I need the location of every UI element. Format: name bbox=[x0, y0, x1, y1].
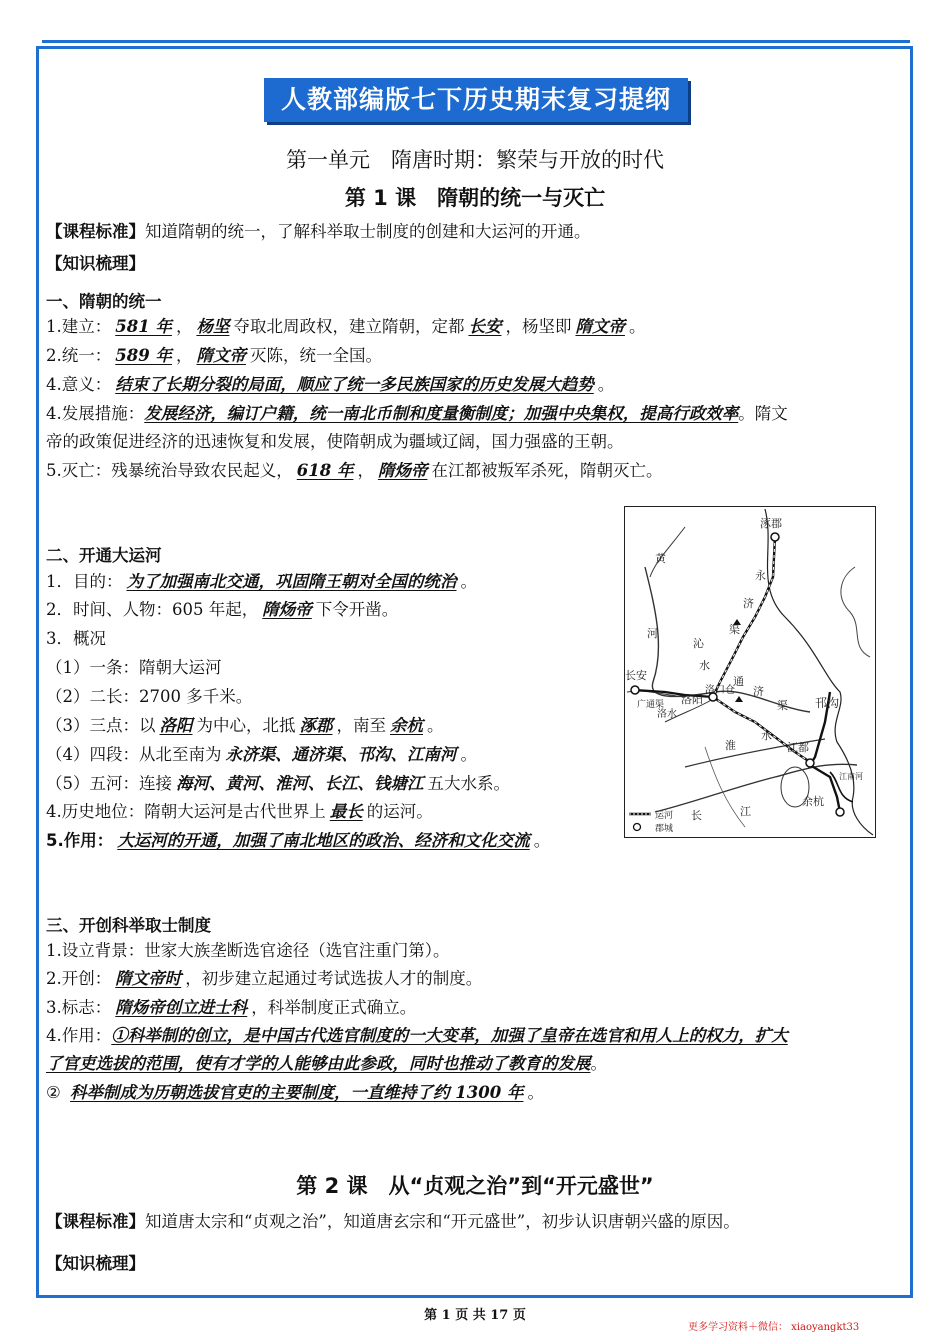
page-number: 第 1 页 共 17 页 bbox=[424, 1308, 526, 1323]
s3-line-3: 3.标志： 隋炀帝创立进士科 ，科举制度正式确立。 bbox=[46, 998, 417, 1017]
svg-text:长: 长 bbox=[691, 809, 702, 822]
s1-line-3: 4.意义： 结束了长期分裂的局面，顺应了统一多民族国家的历史发展大趋势 。 bbox=[46, 375, 615, 394]
s3-line-2: 2.开创： 隋文帝时 ，初步建立起通过考试选拔人才的制度。 bbox=[46, 969, 483, 988]
section-2-title: 二、开通大运河 bbox=[46, 546, 162, 565]
s2-line-8: （5）五河：连接 海河、黄河、淮河、长江、钱塘江 五大水系。 bbox=[46, 774, 510, 793]
svg-text:淮: 淮 bbox=[725, 739, 736, 752]
s3-line-4: 4.作用：①科举制的创立，是中国古代选官制度的一大变革，加强了皇帝在选官和用人上的权力，扩大 bbox=[46, 1026, 788, 1045]
svg-text:江: 江 bbox=[740, 805, 751, 818]
svg-text:沁: 沁 bbox=[693, 637, 704, 650]
svg-text:邗沟: 邗沟 bbox=[815, 696, 840, 710]
lesson-2-heading: 第 2 课 从“贞观之治”到“开元盛世” bbox=[296, 1174, 654, 1198]
svg-text:济: 济 bbox=[753, 685, 764, 698]
lesson-2-knowledge-tag: 【知识梳理】 bbox=[46, 1254, 145, 1273]
s2-line-5: （2）二长：2700 多千米。 bbox=[46, 687, 253, 706]
map-label-zhuojun: 涿郡 bbox=[760, 517, 782, 530]
svg-text:洛水: 洛水 bbox=[657, 709, 677, 720]
svg-text:济: 济 bbox=[743, 597, 754, 610]
svg-text:渠: 渠 bbox=[777, 699, 788, 712]
s2-line-6: （3）三点：以 洛阳 为中心，北抵 涿郡 ，南至 余杭 。 bbox=[46, 716, 444, 735]
grand-canal-map bbox=[624, 506, 876, 838]
standard-tag: 【课程标准】 bbox=[46, 222, 145, 241]
s2-line-1: 1．目的： 为了加强南北交通，巩固隋王朝对全国的统治 。 bbox=[46, 572, 477, 591]
s3-line-6: ② 科举制成为历朝选拔官吏的主要制度，一直维持了约 1300 年 。 bbox=[46, 1083, 544, 1102]
svg-text:河: 河 bbox=[647, 627, 658, 640]
svg-text:永: 永 bbox=[755, 569, 766, 582]
lesson-1-heading: 第 1 课 隋朝的统一与灭亡 bbox=[344, 186, 606, 210]
svg-text:水: 水 bbox=[699, 659, 710, 672]
knowledge-tag: 【知识梳理】 bbox=[46, 254, 145, 273]
svg-text:渠: 渠 bbox=[729, 623, 740, 636]
svg-text:运河: 运河 bbox=[655, 811, 674, 821]
section-1-title: 一、隋朝的统一 bbox=[46, 292, 162, 311]
section-3-title: 三、开创科举取士制度 bbox=[46, 916, 211, 935]
map-label-yuhang: 余杭 bbox=[802, 795, 824, 808]
map-label-changan: 长安 bbox=[625, 669, 647, 682]
s2-line-3: 3．概况 bbox=[46, 629, 106, 648]
svg-text:洛口仓: 洛口仓 bbox=[705, 685, 735, 696]
unit-heading: 第一单元 隋唐时期：繁荣与开放的时代 bbox=[286, 148, 664, 172]
s3-line-5: 了官吏选拔的范围，使有才学的人能够由此参政，同时也推动了教育的发展。 bbox=[46, 1054, 607, 1073]
map-label-jiangdu: 江都 bbox=[787, 741, 809, 754]
grand-canal-map-svg bbox=[625, 507, 875, 837]
promo-text: 更多学习资料＋微信： xiaoyangkt33 bbox=[688, 1322, 860, 1333]
s1-line-1: 1.建立： 581 年 ， 杨坚 夺取北周政权，建立隋朝，定都 长安 ，杨坚即 隋文帝 。 bbox=[46, 317, 646, 336]
svg-text:黄: 黄 bbox=[655, 552, 666, 565]
s2-line-7: （4）四段：从北至南为 永济渠、通济渠、邗沟、江南河 。 bbox=[46, 745, 477, 764]
s2-line-10: 5.作用： 大运河的开通，加强了南北地区的政治、经济和文化交流 。 bbox=[46, 831, 551, 850]
lesson-2-standard: 【课程标准】知道唐太宗和“贞观之治”，知道唐玄宗和“开元盛世”，初步认识唐朝兴盛的原因。 bbox=[46, 1212, 740, 1231]
map-label-luoyang: 洛阳 bbox=[681, 693, 703, 706]
svg-text:水: 水 bbox=[761, 729, 772, 742]
svg-text:广通渠: 广通渠 bbox=[637, 700, 665, 710]
s1-line-4: 4.发展措施：发展经济，编订户籍，统一南北币制和度量衡制度；加强中央集权，提高行政效率。隋文 bbox=[46, 404, 788, 423]
s1-line-5: 帝的政策促进经济的迅速恢复和发展，使隋朝成为疆域辽阔，国力强盛的王朝。 bbox=[46, 432, 624, 451]
standard-text: 知道隋朝的统一，了解科举取士制度的创建和大运河的开通。 bbox=[145, 222, 591, 241]
s3-line-1: 1.设立背景：世家大族垄断选官途径（选官注重门第）。 bbox=[46, 941, 450, 960]
s2-line-9: 4.历史地位：隋朝大运河是古代世界上 最长 的运河。 bbox=[46, 802, 433, 821]
svg-text:通: 通 bbox=[733, 675, 744, 688]
svg-text:江南河: 江南河 bbox=[839, 772, 863, 781]
s2-line-2: 2．时间、人物：605 年起， 隋炀帝 下令开凿。 bbox=[46, 600, 399, 619]
s1-line-2: 2.统一： 589 年 ， 隋文帝 灭陈，统一全国。 bbox=[46, 346, 382, 365]
lesson-1-standard bbox=[46, 221, 591, 243]
frame-top-rule bbox=[42, 40, 910, 43]
s1-line-6: 5.灭亡：残暴统治导致农民起义， 618 年 ， 隋炀帝 在江都被叛军杀死，隋朝灭亡。 bbox=[46, 461, 663, 480]
s2-line-4: （1）一条：隋朝大运河 bbox=[46, 658, 222, 677]
svg-text:郡城: 郡城 bbox=[655, 824, 674, 834]
document-title: 人教部编版七下历史期末复习提纲 bbox=[264, 78, 688, 122]
